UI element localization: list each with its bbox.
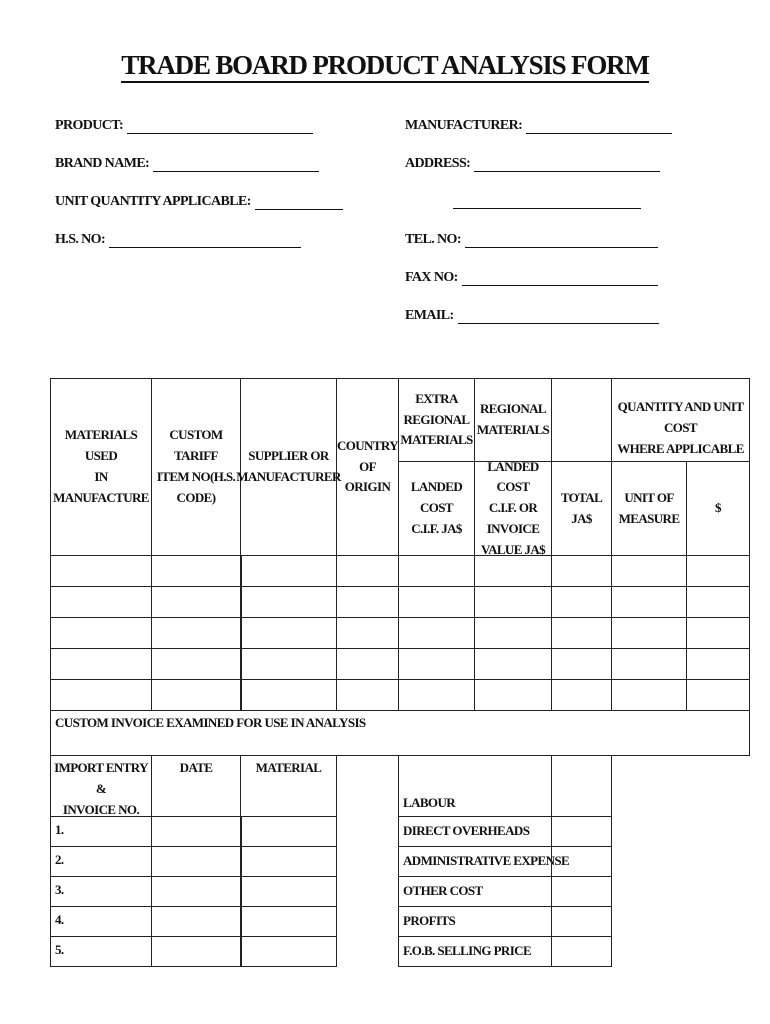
cost-label-extension — [474, 816, 552, 847]
unit-quantity-field[interactable]: UNIT QUANTITY APPLICABLE: — [55, 194, 343, 210]
header-supplier: SUPPLIER OR MANUFACTURER — [240, 378, 337, 556]
table-cell[interactable] — [474, 555, 552, 587]
table-cell[interactable] — [151, 586, 242, 618]
materials-table — [50, 378, 750, 968]
table-cell[interactable] — [240, 936, 337, 967]
header-landed-cost-extra: LANDED COST C.I.F. JA$ — [398, 461, 475, 556]
profits-row: PROFITS — [398, 906, 475, 937]
cost-label-extension — [474, 755, 552, 817]
table-cell[interactable] — [240, 617, 337, 649]
table-cell[interactable] — [336, 586, 399, 618]
table-cell[interactable] — [474, 617, 552, 649]
row-number: 5. — [50, 936, 152, 967]
cost-label-extension — [474, 906, 552, 937]
fob-selling-price-row: F.O.B. SELLING PRICE — [398, 936, 475, 967]
table-cell[interactable] — [398, 617, 475, 649]
table-cell[interactable] — [551, 555, 612, 587]
address-field[interactable]: ADDRESS: — [405, 156, 660, 172]
cost-label-extension — [474, 936, 552, 967]
table-cell[interactable] — [50, 586, 152, 618]
table-cell[interactable] — [151, 876, 242, 907]
table-cell[interactable] — [686, 555, 750, 587]
table-cell[interactable] — [551, 679, 612, 711]
table-cell[interactable] — [50, 617, 152, 649]
table-cell[interactable] — [151, 617, 242, 649]
table-cell[interactable] — [151, 846, 242, 877]
form-title: TRADE BOARD PRODUCT ANALYSIS FORM — [0, 50, 770, 81]
table-cell[interactable] — [551, 648, 612, 680]
custom-invoice-row: CUSTOM INVOICE EXAMINED FOR USE IN ANALYSIS — [50, 710, 750, 756]
product-field[interactable]: PRODUCT: — [55, 118, 313, 134]
row-number: 2. — [50, 846, 152, 877]
table-cell[interactable] — [474, 648, 552, 680]
table-cell[interactable] — [398, 586, 475, 618]
header-regional: REGIONAL MATERIALS — [474, 378, 552, 462]
header-import-entry: IMPORT ENTRY & INVOICE NO. — [50, 755, 152, 817]
hs-no-field[interactable]: H.S. NO: — [55, 232, 301, 248]
table-cell[interactable] — [551, 586, 612, 618]
table-cell[interactable] — [398, 648, 475, 680]
table-cell[interactable] — [474, 586, 552, 618]
table-cell[interactable] — [686, 648, 750, 680]
lower-spacer — [336, 755, 399, 967]
table-cell[interactable] — [240, 679, 337, 711]
other-cost-row: OTHER COST — [398, 876, 475, 907]
table-cell[interactable] — [240, 906, 337, 937]
table-cell[interactable] — [240, 586, 337, 618]
row-number: 1. — [50, 816, 152, 847]
cost-value-cell[interactable] — [551, 816, 612, 847]
table-cell[interactable] — [151, 816, 242, 847]
administrative-expense-row: ADMINISTRATIVE EXPENSE — [398, 846, 475, 877]
header-blank — [551, 378, 612, 462]
header-landed-cost-regional: LANDED COST C.I.F. OR INVOICE VALUE JA$ — [474, 461, 552, 556]
table-cell[interactable] — [336, 679, 399, 711]
table-cell[interactable] — [611, 586, 687, 618]
address-line-2[interactable] — [453, 207, 641, 209]
table-cell[interactable] — [551, 617, 612, 649]
header-date: DATE — [151, 755, 241, 817]
direct-overheads-row: DIRECT OVERHEADS — [398, 816, 475, 847]
table-cell[interactable] — [240, 816, 337, 847]
header-unit-of-measure: UNIT OF MEASURE — [611, 461, 687, 556]
row-number: 3. — [50, 876, 152, 907]
table-cell[interactable] — [151, 679, 242, 711]
cost-label-extension — [474, 876, 552, 907]
table-cell[interactable] — [398, 555, 475, 587]
cost-value-cell[interactable] — [551, 906, 612, 937]
cost-value-cell[interactable] — [551, 936, 612, 967]
cost-value-cell[interactable] — [551, 846, 612, 877]
table-cell[interactable] — [240, 555, 337, 587]
table-cell[interactable] — [336, 555, 399, 587]
table-cell[interactable] — [151, 555, 242, 587]
table-cell[interactable] — [474, 679, 552, 711]
table-cell[interactable] — [686, 586, 750, 618]
cost-value-cell[interactable] — [551, 876, 612, 907]
brand-name-field[interactable]: BRAND NAME: — [55, 156, 319, 172]
fax-no-field[interactable]: FAX NO: — [405, 270, 658, 286]
tel-no-field[interactable]: TEL. NO: — [405, 232, 658, 248]
table-cell[interactable] — [50, 555, 152, 587]
table-cell[interactable] — [611, 679, 687, 711]
header-extra-regional: EXTRA REGIONAL MATERIALS — [398, 378, 475, 462]
table-cell[interactable] — [686, 617, 750, 649]
table-cell[interactable] — [50, 679, 152, 711]
header-total: TOTAL JA$ — [551, 461, 612, 556]
cost-label-extension — [474, 846, 552, 877]
header-country: COUNTRY OF ORIGIN — [336, 378, 399, 556]
table-cell[interactable] — [611, 617, 687, 649]
header-materials-used: MATERIALS USED IN MANUFACTURE — [50, 378, 152, 556]
table-cell[interactable] — [240, 648, 337, 680]
manufacturer-field[interactable]: MANUFACTURER: — [405, 118, 672, 134]
table-cell[interactable] — [151, 906, 242, 937]
table-cell[interactable] — [398, 679, 475, 711]
table-cell[interactable] — [50, 648, 152, 680]
table-cell[interactable] — [240, 876, 337, 907]
header-qty-unit-cost: QUANTITY AND UNIT COST WHERE APPLICABLE — [611, 378, 750, 462]
header-dollar: $ — [686, 461, 750, 556]
table-cell[interactable] — [611, 648, 687, 680]
header-custom-tariff: CUSTOM TARIFF ITEM NO(H.S. CODE) — [151, 378, 241, 556]
table-cell[interactable] — [336, 617, 399, 649]
table-cell[interactable] — [151, 936, 242, 967]
table-cell[interactable] — [686, 679, 750, 711]
table-cell[interactable] — [611, 555, 687, 587]
table-cell[interactable] — [240, 846, 337, 877]
table-cell[interactable] — [336, 648, 399, 680]
header-material: MATERIAL — [240, 755, 337, 817]
labour-row: LABOUR — [398, 755, 475, 817]
table-cell[interactable] — [151, 648, 242, 680]
email-field[interactable]: EMAIL: — [405, 308, 659, 324]
cost-value-cell[interactable] — [551, 755, 612, 817]
row-number: 4. — [50, 906, 152, 937]
